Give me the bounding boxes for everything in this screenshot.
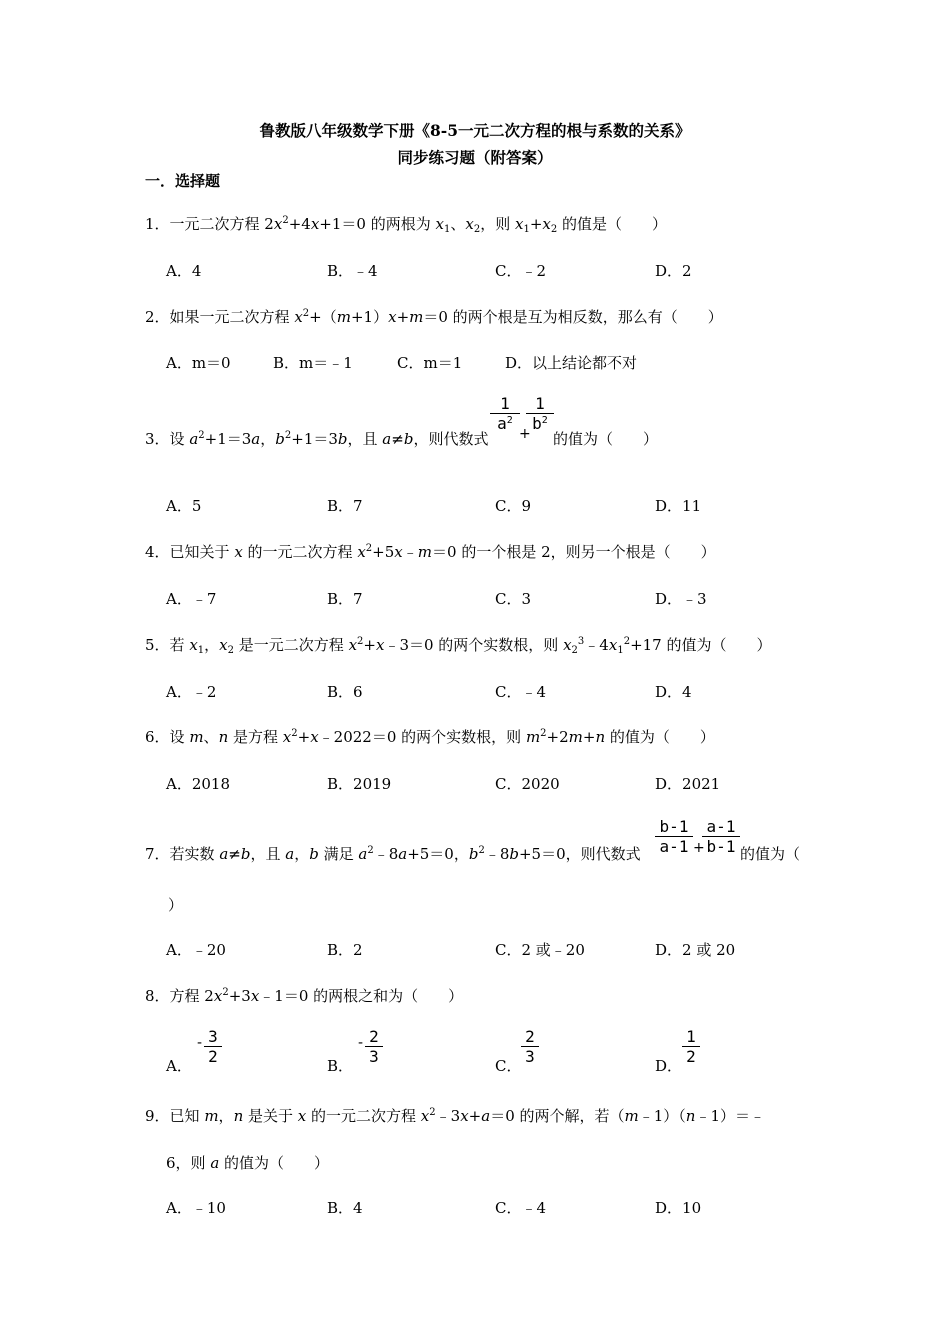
q8-option-a-fraction: 3 2 xyxy=(204,1027,222,1066)
q7-plus-sign: + xyxy=(693,840,705,856)
q8-option-d-fraction: 1 2 xyxy=(682,1027,700,1066)
q3-option-c: C．9 xyxy=(495,497,532,515)
q5-option-b: B．6 xyxy=(327,683,363,701)
q5-option-d: D．4 xyxy=(655,683,692,701)
q3-tail: 的值为（ ） xyxy=(553,430,659,448)
q3-plus-sign: + xyxy=(519,426,531,442)
q6-option-a: A．2018 xyxy=(166,775,231,793)
q8-option-d-label: D． xyxy=(655,1057,683,1075)
q7-option-d: D．2 或 20 xyxy=(655,941,736,959)
q1-option-d: D．2 xyxy=(655,262,692,280)
q7-option-b: B．2 xyxy=(327,941,363,959)
q1-option-c: C．﹣2 xyxy=(495,262,547,280)
title-line-2: 同步练习题（附答案） xyxy=(397,148,553,167)
q9-option-d: D．10 xyxy=(655,1199,702,1217)
q4-option-c: C．3 xyxy=(495,590,532,608)
q8-option-b-fraction: 2 3 xyxy=(365,1027,383,1066)
q2-option-c: C．m＝1 xyxy=(397,354,463,372)
q7-fraction-2: a-1 b-1 xyxy=(702,817,740,856)
q8-option-b-label: B． xyxy=(327,1057,354,1075)
q6-option-b: B．2019 xyxy=(327,775,392,793)
q7-option-a: A．﹣20 xyxy=(166,941,226,959)
q3-fraction-1: 1 $a^2$ xyxy=(490,394,520,433)
question-9-continued: 6，则 a 的值为（ ） xyxy=(166,1154,330,1172)
q3-option-d: D．11 xyxy=(655,497,702,515)
q9-option-a: A．﹣10 xyxy=(166,1199,226,1217)
q9-option-c: C．﹣4 xyxy=(495,1199,547,1217)
q2-option-d: D．以上结论都不对 xyxy=(505,354,638,372)
q3-fraction-2: 1 $b^2$ xyxy=(526,394,554,433)
question-2: 2．如果一元二次方程 $x^2+(m+1)x+m=0$ 的两个根是互为相反数，那么有（ ） xyxy=(145,308,723,326)
q8-option-a-label: A． xyxy=(166,1057,192,1075)
question-3: 3．设 $a^2+1=3a$，$b^2+1=3b$，且 a≠b，则代数式 xyxy=(145,430,489,448)
q7-option-c: C．2 或﹣20 xyxy=(495,941,585,959)
q4-option-a: A．﹣7 xyxy=(166,590,217,608)
q6-option-c: C．2020 xyxy=(495,775,560,793)
q3-option-a: A．5 xyxy=(166,497,202,515)
q5-option-c: C．﹣4 xyxy=(495,683,547,701)
question-1: 1．一元二次方程 $2x^2+4x+1=0$ 的两根为 $x_1$、$x_2$，则 $x_1+x_2$ 的值是（ ） xyxy=(145,215,668,235)
q7-close-paren: ） xyxy=(168,896,184,914)
q5-option-a: A．﹣2 xyxy=(166,683,217,701)
q1-option-b: B．﹣4 xyxy=(327,262,378,280)
q9-option-b: B．4 xyxy=(327,1199,363,1217)
q7-fraction-1: b-1 a-1 xyxy=(655,817,693,856)
q8-option-a-sign: - xyxy=(197,1035,203,1051)
q2-option-a: A．m＝0 xyxy=(166,354,231,372)
q8-option-c-fraction: 2 3 xyxy=(521,1027,539,1066)
q6-option-d: D．2021 xyxy=(655,775,721,793)
question-4: 4．已知关于 x 的一元二次方程 $x^2+5x﹣m=0$ 的一个根是 2，则另一个根是（ ） xyxy=(145,543,716,561)
q2-option-b: B．m＝﹣1 xyxy=(273,354,353,372)
q8-option-c-label: C． xyxy=(495,1057,522,1075)
title-line-1: 鲁教版八年级数学下册《8-5一元二次方程的根与系数的关系》 xyxy=(259,121,691,140)
q7-tail: 的值为（ xyxy=(740,845,801,863)
section-heading: 一．选择题 xyxy=(145,172,221,190)
question-5: 5．若 $x_1$，$x_2$ 是一元二次方程 $x^2+x﹣3=0$ 的两个实数根，则 $x_2^3﹣4x_1^2+17$ 的值为（ ） xyxy=(145,636,772,656)
q1-option-a: A．4 xyxy=(166,262,202,280)
question-8: 8．方程 $2x^2+3x﹣1=0$ 的两根之和为（ ） xyxy=(145,987,464,1005)
question-9: 9．已知 m，n 是关于 x 的一元二次方程 $x^2﹣3x+a=0$ 的两个解，若（m﹣1）（n﹣1）＝﹣ xyxy=(145,1107,765,1125)
q8-option-b-sign: - xyxy=(358,1035,364,1051)
question-6: 6．设 m、n 是方程 $x^2+x﹣2022=0$ 的两个实数根，则 $m^2+2m+n$ 的值为（ ） xyxy=(145,728,715,746)
question-7: 7．若实数 a≠b，且 a，b 满足 $a^2﹣8a+5=0$，$b^2﹣8b+5=0$，则代数式 xyxy=(145,845,641,863)
q4-option-b: B．7 xyxy=(327,590,363,608)
q4-option-d: D．﹣3 xyxy=(655,590,707,608)
q3-option-b: B．7 xyxy=(327,497,363,515)
